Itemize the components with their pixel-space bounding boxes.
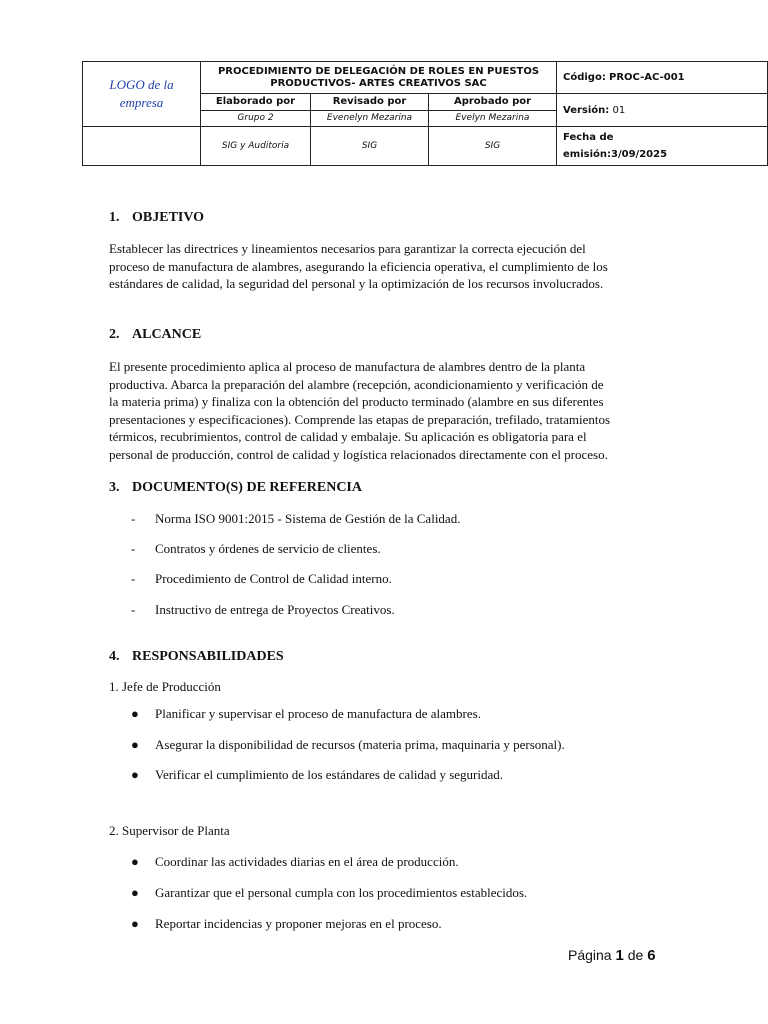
reference-item [131, 511, 460, 527]
section-number: 2. [109, 327, 120, 342]
page-number-footer [568, 947, 656, 964]
paragraph-line: Establecer las directrices y lineamientos necesarios para garantizar la correcta ejecución del [109, 241, 586, 256]
section-heading-alcance [109, 327, 201, 343]
section-heading-responsabilidades [109, 649, 284, 665]
responsibility-item [131, 854, 459, 870]
dash-marker: - [131, 541, 136, 556]
responsibility-item [131, 885, 527, 901]
section-number: 3. [109, 480, 120, 495]
objetivo-paragraph [109, 240, 658, 293]
bullet-icon: ● [131, 706, 139, 721]
column-header-approved-by: Aprobado por [429, 94, 557, 111]
reference-text: Norma ISO 9001:2015 - Sistema de Gestión de la Calidad. [155, 511, 461, 526]
responsibility-item [131, 737, 565, 753]
section-heading-referencias [109, 480, 362, 496]
company-logo-placeholder [83, 62, 201, 127]
section-title: DOCUMENTO(S) DE REFERENCIA [132, 480, 362, 495]
responsibility-item [131, 916, 442, 932]
bullet-icon: ● [131, 854, 139, 869]
prepared-by-area: SIG y Auditoria [201, 127, 311, 166]
bullet-icon: ● [131, 767, 139, 782]
column-header-reviewed-by: Revisado por [311, 94, 429, 111]
role-title-jefe-produccion: 1. Jefe de Producción [109, 679, 221, 694]
reference-text: Contratos y órdenes de servicio de clientes. [155, 541, 381, 556]
bullet-icon: ● [131, 916, 139, 931]
version-label: Versión: [563, 104, 610, 116]
paragraph-line: presentaciones y especificaciones). Comprende las etapas de preparación, trefilado, tratamientos [109, 411, 611, 427]
paragraph-line: personal de producción, control de calidad y logística relacionados directamente con el proceso. [109, 446, 608, 462]
approved-by-area: SIG [429, 127, 557, 166]
reference-item [131, 571, 392, 587]
dash-marker: - [131, 571, 136, 586]
paragraph-line: la materia prima) y finaliza con la obtención del producto terminado (alambre en sus diferentes [109, 394, 604, 409]
responsibility-text: Verificar el cumplimiento de los estándares de calidad y seguridad. [155, 767, 503, 782]
responsibility-text: Coordinar las actividades diarias en el área de producción. [155, 854, 459, 869]
document-code [557, 62, 768, 94]
section-title: RESPONSABILIDADES [132, 649, 284, 664]
reviewed-by-value: Evenelyn Mezarina [311, 110, 429, 127]
document-title [201, 62, 557, 94]
document-version [557, 94, 768, 127]
bullet-icon: ● [131, 737, 139, 752]
dash-marker: - [131, 602, 136, 617]
code-value: PROC-AC-001 [609, 72, 685, 84]
responsibility-item [131, 706, 481, 722]
bullet-icon: ● [131, 885, 139, 900]
reference-item [131, 602, 395, 618]
logo-line-2: empresa [119, 95, 164, 111]
paragraph-line: proceso de manufactura de alambres, asegurando la eficiencia operativa, el cumplimiento de los [109, 258, 608, 274]
responsibility-text: Planificar y supervisar el proceso de manufactura de alambres. [155, 706, 481, 721]
section-title: OBJETIVO [132, 210, 205, 225]
paragraph-line: productiva. Abarca la preparación del alambre (recepción, acondicionamiento y verificación de [109, 376, 604, 392]
version-value: 01 [612, 104, 626, 116]
document-header-table [82, 61, 768, 166]
reviewed-by-area: SIG [311, 127, 429, 166]
title-line-1: PROCEDIMIENTO DE DELEGACIÓN DE ROLES EN PUESTOS [217, 65, 540, 77]
responsibility-item [131, 767, 503, 783]
paragraph-line: térmicos, recubrimientos, control de calidad y embalaje. Su aplicación es obligatoria para el [109, 429, 587, 444]
title-line-2: PRODUCTIVOS- ARTES CREATIVOS SAC [270, 77, 487, 89]
logo-line-1: LOGO de la [109, 77, 174, 93]
paragraph-line: El presente procedimiento aplica al proceso de manufactura de alambres dentro de la planta [109, 359, 586, 374]
page-word: Página [568, 947, 612, 963]
alcance-paragraph [109, 358, 658, 463]
code-label: Código: [563, 72, 606, 84]
responsibility-text: Garantizar que el personal cumpla con los procedimientos establecidos. [155, 885, 528, 900]
section-number: 4. [109, 649, 120, 664]
prepared-by-value: Grupo 2 [201, 110, 311, 127]
role-title-supervisor-planta: 2. Supervisor de Planta [109, 823, 230, 838]
section-heading-objetivo [109, 210, 204, 226]
of-word: de [627, 947, 644, 963]
header-empty-cell [83, 127, 201, 166]
dash-marker: - [131, 511, 136, 526]
issue-date [557, 127, 768, 166]
date-label-1: Fecha de [563, 132, 614, 144]
section-number: 1. [109, 210, 120, 225]
column-header-prepared-by: Elaborado por [201, 94, 311, 111]
section-title: ALCANCE [132, 327, 202, 342]
date-label-2: emisión: [563, 149, 612, 161]
reference-text: Instructivo de entrega de Proyectos Creativos. [155, 602, 395, 617]
date-value: 3/09/2025 [611, 149, 668, 161]
responsibility-text: Asegurar la disponibilidad de recursos (materia prima, maquinaria y personal). [155, 737, 565, 752]
paragraph-line: estándares de calidad, la seguridad del personal y la optimización de los recursos involucrados. [109, 276, 604, 291]
current-page: 1 [615, 947, 624, 964]
reference-item [131, 541, 381, 557]
approved-by-value: Evelyn Mezarina [429, 110, 557, 127]
reference-text: Procedimiento de Control de Calidad interno. [155, 571, 392, 586]
total-pages: 6 [647, 947, 656, 964]
responsibility-text: Reportar incidencias y proponer mejoras en el proceso. [155, 916, 442, 931]
